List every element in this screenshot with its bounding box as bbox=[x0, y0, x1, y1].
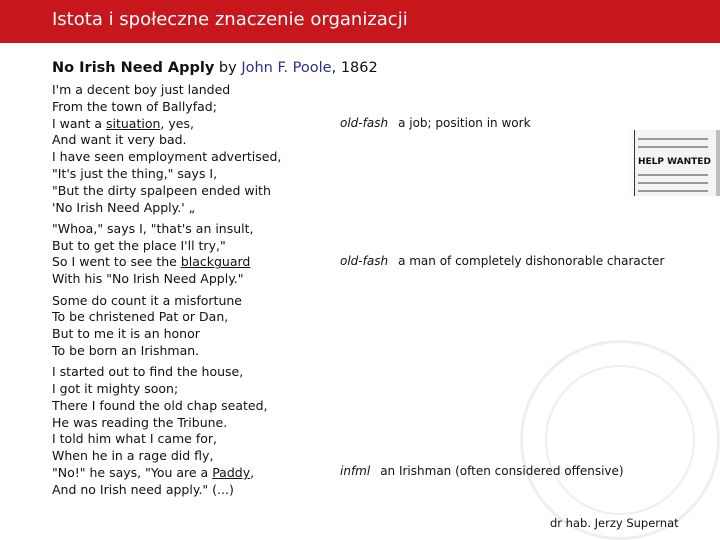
poem-line: To be christened Pat or Dan, bbox=[52, 309, 229, 325]
poem-line: I'm a decent boy just landed bbox=[52, 82, 231, 97]
song-title: No Irish Need Apply bbox=[52, 60, 215, 76]
text-line bbox=[638, 138, 708, 140]
poem-line: But to get the place I'll try," bbox=[52, 237, 226, 253]
poem-line: I started out to find the house, bbox=[52, 364, 244, 380]
poem-line: With his "No Irish Need Apply." bbox=[52, 271, 244, 287]
poem-line bbox=[52, 116, 281, 133]
glossed-word: Paddy bbox=[212, 465, 251, 481]
slide-header bbox=[0, 0, 720, 43]
poem-line: I told him what I came for, bbox=[52, 431, 218, 447]
poem-line: And want it very bad. bbox=[52, 132, 187, 148]
footer-author: dr hab. Jerzy Supernat bbox=[550, 516, 679, 530]
text: , bbox=[250, 465, 255, 481]
text-line bbox=[638, 146, 708, 148]
poem-line: I have seen employment advertised, bbox=[52, 149, 282, 165]
poem-line: To be born an Irishman. bbox=[52, 342, 200, 358]
poem-line bbox=[52, 254, 281, 271]
poem bbox=[52, 82, 281, 503]
poem-line: He was reading the Tribune. bbox=[52, 414, 228, 430]
poem-line: When he in a rage did fly, bbox=[52, 448, 214, 464]
stanza-4 bbox=[52, 364, 281, 498]
gloss-tag: infml bbox=[340, 464, 371, 478]
gloss-text: an Irishman (often considered offensive) bbox=[380, 464, 624, 478]
poem-line: "It's just the thing," says I, bbox=[52, 165, 218, 181]
poem-line: From the town of Ballyfad; bbox=[52, 98, 217, 114]
text: , yes, bbox=[160, 115, 194, 131]
stanza-1 bbox=[52, 82, 281, 216]
glossed-word: blackguard bbox=[180, 254, 251, 270]
text-line bbox=[638, 182, 708, 184]
text: I want a bbox=[52, 115, 106, 131]
gloss-text: a man of completely dishonorable character bbox=[398, 254, 665, 268]
help-wanted-image bbox=[624, 130, 720, 196]
by-text: by bbox=[214, 60, 242, 76]
author-name: John F. Poole bbox=[241, 60, 332, 76]
gloss-tag: old-fash bbox=[340, 254, 389, 268]
gloss-blackguard bbox=[340, 254, 664, 268]
poem-line: And no Irish need apply." (...) bbox=[52, 481, 234, 497]
text: So I went to see the bbox=[52, 254, 181, 270]
poem-line: There I found the old chap seated, bbox=[52, 397, 268, 413]
text-line bbox=[638, 174, 708, 176]
help-wanted-text: HELP WANTED bbox=[638, 157, 711, 167]
gloss-situation bbox=[340, 116, 531, 130]
university-seal-inner bbox=[545, 365, 695, 515]
poem-line bbox=[52, 465, 281, 482]
poem-line: I got it mighty soon; bbox=[52, 381, 179, 397]
stanza-3 bbox=[52, 293, 281, 360]
glossed-word: situation bbox=[105, 115, 161, 131]
gloss-text: a job; position in work bbox=[398, 116, 531, 130]
poem-line: Some do count it a misfortune bbox=[52, 292, 242, 308]
poem-line: "Whoa," says I, "that's an insult, bbox=[52, 220, 254, 236]
gloss-paddy bbox=[340, 464, 624, 478]
poem-line: 'No Irish Need Apply.' „ bbox=[52, 199, 196, 215]
year: , 1862 bbox=[331, 60, 378, 76]
slide-title: Istota i społeczne znaczenie organizacji bbox=[52, 9, 408, 30]
poem-line: But to me it is an honor bbox=[52, 326, 200, 342]
text-line bbox=[638, 190, 708, 192]
poem-line: "But the dirty spalpeen ended with bbox=[52, 182, 271, 198]
stanza-2 bbox=[52, 221, 281, 288]
poem-heading bbox=[52, 60, 378, 76]
gloss-tag: old-fash bbox=[340, 116, 389, 130]
text: "No!" he says, "You are a bbox=[52, 465, 213, 481]
